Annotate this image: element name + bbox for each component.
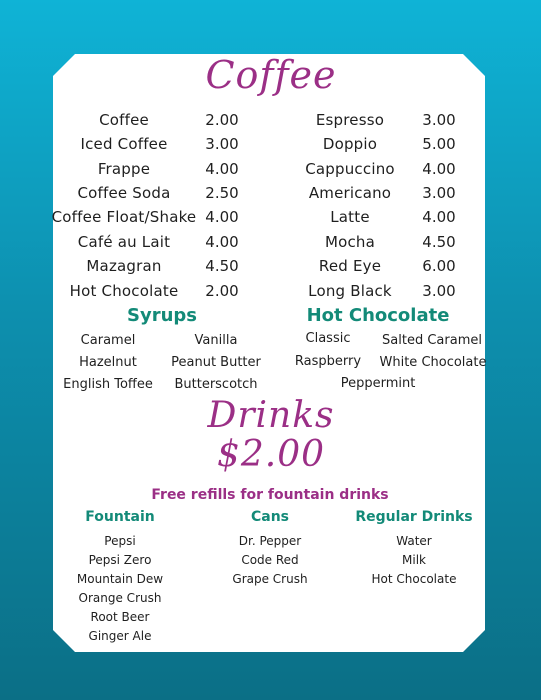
coffee-item-name: Red Eye bbox=[318, 257, 382, 275]
coffee-item-price: 4.00 bbox=[205, 233, 239, 251]
hot-chocolate-heading: Hot Chocolate bbox=[306, 305, 450, 326]
coffee-item-price: 2.00 bbox=[205, 111, 239, 129]
cans-item: Dr. Pepper bbox=[238, 534, 302, 548]
coffee-title: Coffee bbox=[205, 53, 337, 97]
coffee-item-price: 4.00 bbox=[205, 160, 239, 178]
coffee-item-price: 3.00 bbox=[422, 184, 456, 202]
fountain-item: Ginger Ale bbox=[88, 629, 152, 643]
cans-heading: Cans bbox=[250, 509, 290, 525]
coffee-item-price: 4.50 bbox=[422, 233, 456, 251]
fountain-heading: Fountain bbox=[85, 509, 155, 525]
hot-chocolate-item: Raspberry bbox=[294, 354, 362, 369]
coffee-item-price: 2.00 bbox=[205, 282, 239, 300]
coffee-item-name: Coffee Soda bbox=[77, 184, 171, 202]
syrup-item: Hazelnut bbox=[79, 355, 137, 370]
syrup-item: English Toffee bbox=[63, 377, 153, 392]
coffee-item-name: Long Black bbox=[308, 282, 392, 300]
fountain-item: Pepsi bbox=[104, 534, 136, 548]
coffee-item-price: 2.50 bbox=[205, 184, 239, 202]
regular-drinks-item: Water bbox=[396, 534, 432, 548]
drinks-title: Drinks bbox=[207, 395, 335, 436]
fountain-item: Mountain Dew bbox=[76, 572, 164, 586]
syrups-heading: Syrups bbox=[127, 305, 197, 326]
coffee-item-price: 4.00 bbox=[205, 208, 239, 226]
coffee-item-price: 6.00 bbox=[422, 257, 456, 275]
hot-chocolate-item: Classic bbox=[305, 331, 351, 346]
coffee-item-price: 3.00 bbox=[422, 111, 456, 129]
hot-chocolate-item: White Chocolate bbox=[379, 355, 487, 370]
coffee-item-name: Doppio bbox=[322, 135, 378, 153]
regular-drinks-item: Milk bbox=[402, 553, 426, 567]
coffee-item-name: Café au Lait bbox=[77, 233, 171, 251]
refill-note: Free refills for fountain drinks bbox=[151, 487, 389, 503]
coffee-item-price: 5.00 bbox=[422, 135, 456, 153]
fountain-item: Root Beer bbox=[90, 610, 150, 624]
coffee-item-name: Espresso bbox=[315, 111, 385, 129]
coffee-item-price: 4.00 bbox=[422, 208, 456, 226]
fountain-item: Orange Crush bbox=[78, 591, 162, 605]
coffee-item-price: 4.50 bbox=[205, 257, 239, 275]
coffee-item-name: Frappe bbox=[97, 160, 151, 178]
coffee-item-name: Mocha bbox=[324, 233, 376, 251]
coffee-item-name: Mazagran bbox=[86, 257, 162, 275]
coffee-item-price: 3.00 bbox=[205, 135, 239, 153]
cans-item: Grape Crush bbox=[232, 572, 308, 586]
cans-item: Code Red bbox=[241, 553, 299, 567]
syrup-item: Butterscotch bbox=[174, 377, 258, 392]
syrup-item: Vanilla bbox=[194, 333, 238, 348]
hot-chocolate-item: Peppermint bbox=[340, 376, 416, 391]
drinks-price: $2.00 bbox=[216, 434, 326, 475]
hot-chocolate-item: Salted Caramel bbox=[382, 333, 482, 348]
coffee-item-price: 4.00 bbox=[422, 160, 456, 178]
coffee-item-price: 3.00 bbox=[422, 282, 456, 300]
regular-drinks-heading: Regular Drinks bbox=[355, 509, 473, 525]
coffee-item-name: Coffee bbox=[99, 111, 149, 129]
coffee-item-name: Coffee Float/Shake bbox=[51, 208, 197, 226]
coffee-item-name: Americano bbox=[308, 184, 392, 202]
coffee-item-name: Iced Coffee bbox=[80, 135, 168, 153]
coffee-item-name: Cappuccino bbox=[305, 160, 395, 178]
syrup-item: Caramel bbox=[80, 333, 136, 348]
fountain-item: Pepsi Zero bbox=[88, 553, 152, 567]
regular-drinks-item: Hot Chocolate bbox=[371, 572, 457, 586]
syrup-item: Peanut Butter bbox=[171, 355, 261, 370]
coffee-item-name: Latte bbox=[330, 208, 370, 226]
coffee-item-name: Hot Chocolate bbox=[69, 282, 179, 300]
